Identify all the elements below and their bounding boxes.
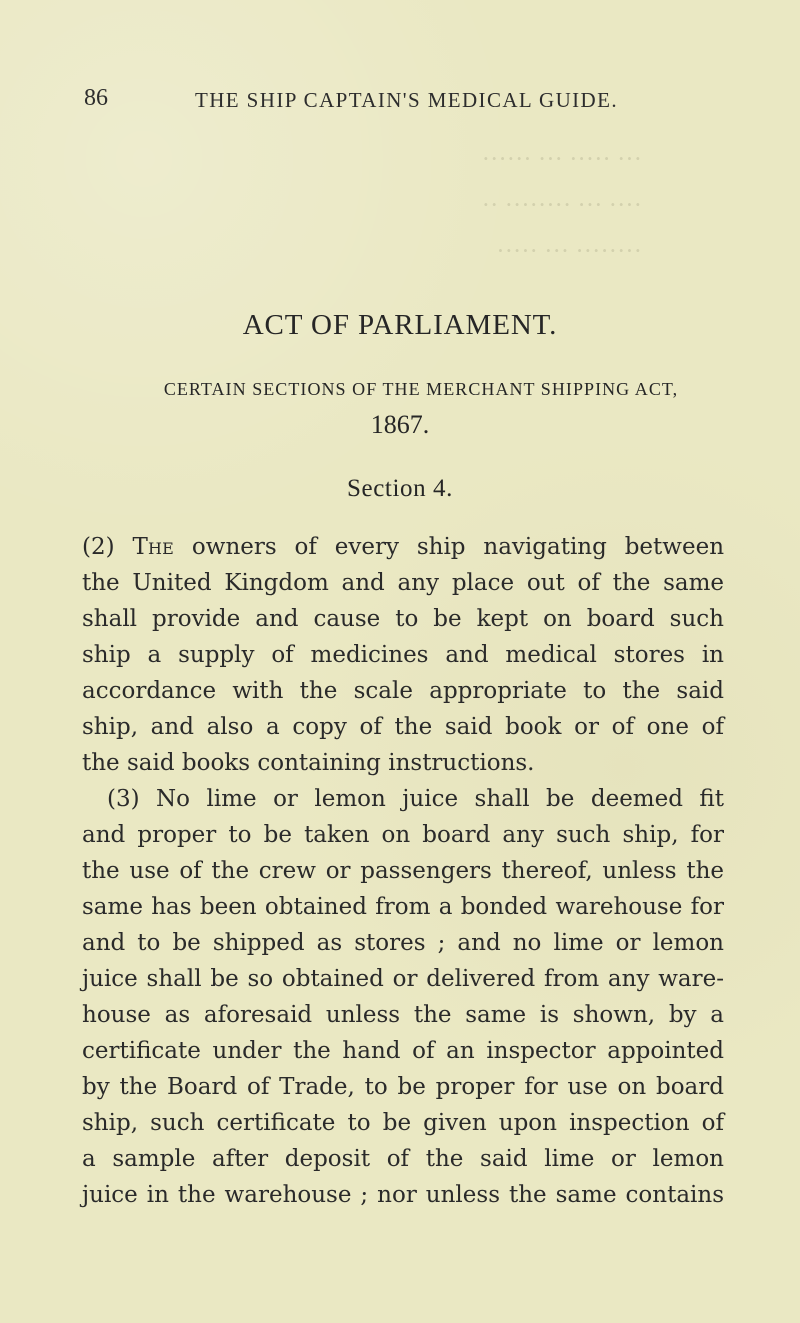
paragraph-line: same has been obtained from a bonded warehouse for [82,894,724,920]
book-title: THE SHIP CAPTAIN'S MEDICAL GUIDE. [195,88,618,112]
paragraph-marker: (2) [82,534,115,560]
paragraph-line: accordance with the scale appropriate to the said [82,678,724,704]
paragraph-line: certificate under the hand of an inspector appointed [82,1038,724,1064]
paragraph-line: (3) No lime or lemon juice shall be deemed fit [107,786,724,812]
paragraph-line: juice shall be so obtained or delivered from any ware- [82,966,724,992]
paragraph-line: the United Kingdom and any place out of the same [82,570,724,596]
paragraph-line: shall provide and cause to be kept on board such [82,606,724,632]
paragraph-lead: The [132,534,175,560]
paragraph-line: the said books containing instructions. [82,750,535,776]
act-title: ACT OF PARLIAMENT. [242,309,558,341]
paragraph-line [82,529,724,565]
paragraph-line: ship, and also a copy of the said book or of one of [82,714,724,740]
paragraph-line: and proper to be taken on board any such ship, for [82,822,724,848]
paragraph-line: house as aforesaid unless the same is shown, by a [82,1002,724,1028]
paragraph-line: the use of the crew or passengers thereof, unless the [82,858,724,884]
paragraph-line: and to be shipped as stores ; and no lime or lemon [82,930,724,956]
paragraph-line: by the Board of Trade, to be proper for use on board [82,1074,724,1100]
paragraph-line: a sample after deposit of the said lime or lemon [82,1146,724,1172]
paragraph-line: ship a supply of medicines and medical stores in [82,642,724,668]
bleed-through-text: ··· ····· ··· ······ ···· ··· ········ ·· ········ ··· ····· [481,146,642,265]
page-number: 86 [84,85,108,111]
paragraph-text: owners of every ship navigating between [191,534,725,560]
act-year: 1867. [370,410,430,439]
paragraph-line: ship, such certificate to be given upon inspection of [82,1110,724,1136]
act-subtitle: CERTAIN SECTIONS OF THE MERCHANT SHIPPING ACT, [163,379,679,399]
paragraph-line: juice in the warehouse ; nor unless the same contains [82,1182,724,1208]
section-heading: Section 4. [347,475,453,502]
running-head [84,86,734,120]
